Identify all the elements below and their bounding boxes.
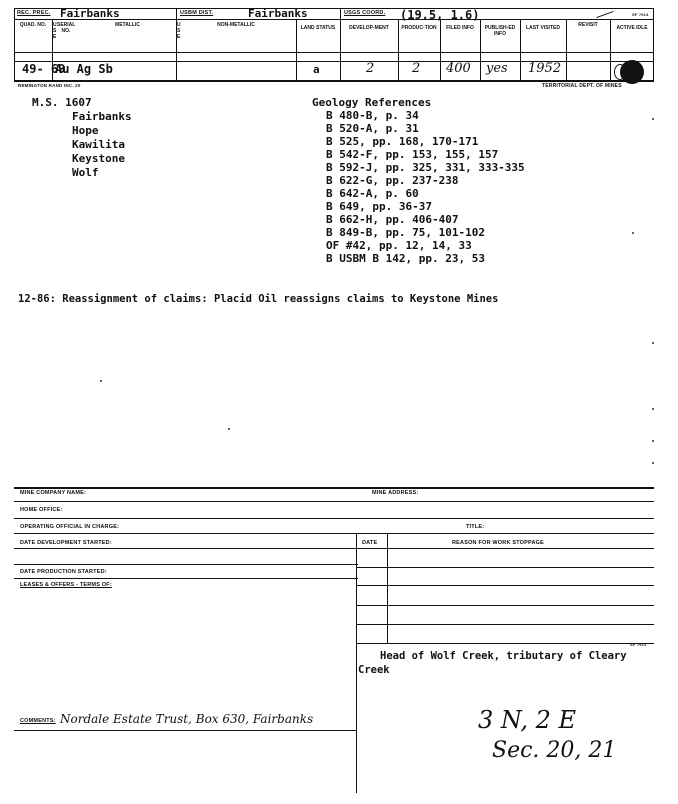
operating-official-label: OPERATING OFFICIAL IN CHARGE: xyxy=(20,524,120,530)
claim-name: Keystone xyxy=(72,152,125,165)
claim-name: Wolf xyxy=(72,166,99,179)
last-visited-label: LAST VISITED xyxy=(526,25,560,31)
survey-number: M.S. 1607 xyxy=(32,96,92,109)
filed-info-value: 400 xyxy=(446,61,471,76)
leases-label: LEASES & OFFERS - TERMS OF: xyxy=(20,582,112,588)
metallic-label: METALLIC xyxy=(115,22,140,28)
geology-ref: B 662-H, pp. 406-407 xyxy=(326,213,459,226)
rule xyxy=(14,533,654,534)
speck xyxy=(228,428,230,430)
rule xyxy=(356,548,654,549)
rule xyxy=(14,578,358,579)
rule xyxy=(14,548,358,549)
geology-ref: B 649, pp. 36-37 xyxy=(326,200,432,213)
quad-value: 49- 69 xyxy=(22,62,66,76)
active-idle-label: ACTIVE IDLE xyxy=(616,25,648,31)
land-status-value: a xyxy=(313,63,320,76)
speck xyxy=(652,440,654,442)
rule xyxy=(440,19,441,80)
geology-ref: B 622-G, pp. 237-238 xyxy=(326,174,459,187)
usbm-dist-value: Fairbanks xyxy=(248,7,308,20)
rule xyxy=(520,19,521,80)
develop-value: 2 xyxy=(366,61,375,76)
claim-name: Kawilita xyxy=(72,138,125,151)
rule xyxy=(653,8,654,82)
usgs-coord-label: USGS COORD. xyxy=(344,10,386,16)
stoppage-column-label: REASON FOR WORK STOPPAGE xyxy=(452,540,544,546)
rule xyxy=(14,518,654,519)
rule xyxy=(14,564,358,565)
rule xyxy=(356,643,357,793)
rule xyxy=(356,567,654,568)
serial-no-label: SERIAL NO. xyxy=(57,22,76,34)
geology-ref: OF #42, pp. 12, 14, 33 xyxy=(326,239,472,252)
date-column-label: DATE xyxy=(362,540,378,546)
geology-ref: B 520-A, p. 31 xyxy=(326,122,419,135)
rule xyxy=(14,52,654,53)
land-status-label: LAND STATUS xyxy=(300,25,336,31)
rule xyxy=(14,730,356,731)
comments-label: COMMENTS: xyxy=(20,718,56,724)
mine-company-label: MINE COMPANY NAME: xyxy=(20,490,87,496)
speck xyxy=(652,342,654,344)
comments-value: Nordale Estate Trust, Box 630, Fairbanks xyxy=(60,712,314,726)
form-number: SF 7914 xyxy=(632,12,649,17)
non-metallic-label: NON-METALLIC xyxy=(217,22,255,28)
rule xyxy=(14,501,654,502)
geology-ref: B 592-J, pp. 325, 331, 333-335 xyxy=(326,161,525,174)
rule xyxy=(356,643,654,644)
section-numbers: Sec. 20, 21 xyxy=(492,738,617,763)
u-marker: U S E xyxy=(53,22,57,40)
rule xyxy=(176,8,177,82)
rule xyxy=(14,80,654,82)
speck xyxy=(632,232,634,234)
revisit-label: REVISIT xyxy=(578,22,598,28)
township-range: 3 N, 2 E xyxy=(478,706,577,734)
speck xyxy=(652,118,654,120)
develop-label: DEVELOP-MENT xyxy=(349,25,389,31)
geology-ref: B 642-A, p. 60 xyxy=(326,187,419,200)
filed-info-label: FILED INFO xyxy=(446,25,474,31)
rule xyxy=(14,487,654,489)
rec-prec-label: REC. PREC. xyxy=(17,10,51,16)
speck xyxy=(652,462,654,464)
usbm-dist-label: USBM DIST. xyxy=(180,10,214,16)
form-number-lower: SF 7915 xyxy=(630,642,647,647)
date-development-label: DATE DEVELOPMENT STARTED: xyxy=(20,540,112,546)
rule xyxy=(566,19,567,80)
rule xyxy=(387,533,388,643)
geology-ref: B 849-B, pp. 75, 101-102 xyxy=(326,226,485,239)
rule xyxy=(296,19,297,80)
metallic-value: Au Ag Sb xyxy=(55,62,113,76)
geology-title: Geology References xyxy=(312,96,432,109)
geology-ref: B USBM B 142, pp. 23, 53 xyxy=(326,252,485,265)
rule xyxy=(356,533,357,643)
territorial-label: TERRITORIAL DEPT. OF MINES xyxy=(542,83,622,89)
geology-references xyxy=(312,96,612,276)
circle-mark-icon xyxy=(614,64,626,80)
usgs-coord-value: (19.5, 1.6) xyxy=(400,8,480,22)
geology-ref: B 542-F, pp. 153, 155, 157 xyxy=(326,148,499,161)
title-label: TITLE: xyxy=(466,524,485,530)
date-production-label: DATE PRODUCTION STARTED: xyxy=(20,569,107,575)
pen-mark xyxy=(596,11,613,18)
printer-label: REMINGTON RAND INC. 20 xyxy=(18,83,81,88)
last-visited-value: 1952 xyxy=(528,61,562,76)
claim-name: Hope xyxy=(72,124,99,137)
speck xyxy=(100,380,102,382)
reassignment-note: 12-86: Reassignment of claims: Placid Oil reassigns claims to Keystone Mines xyxy=(18,293,499,305)
speck xyxy=(652,408,654,410)
published-info-value: yes xyxy=(486,61,508,76)
u-marker: U S E xyxy=(177,22,181,40)
geology-ref: B 525, pp. 168, 170-171 xyxy=(326,135,479,148)
rule xyxy=(480,19,481,80)
claim-name: Fairbanks xyxy=(72,110,132,123)
rule xyxy=(356,624,654,625)
production-value: 2 xyxy=(412,61,421,76)
geology-ref: B 480-B, p. 34 xyxy=(326,109,419,122)
location-text-line2: Creek xyxy=(358,664,390,676)
rule xyxy=(610,19,611,80)
rule xyxy=(398,19,399,80)
production-label: PRODUC-TION xyxy=(401,25,437,31)
rule xyxy=(356,585,654,586)
rule xyxy=(340,8,341,82)
rec-prec-value: Fairbanks xyxy=(60,7,120,20)
location-text-line1: Head of Wolf Creek, tributary of Cleary xyxy=(380,650,627,662)
rule xyxy=(356,605,654,606)
rule xyxy=(14,8,15,82)
quad-no-label: QUAD. NO. xyxy=(19,22,47,28)
published-info-label: PUBLISH-ED INFO xyxy=(484,25,516,37)
home-office-label: HOME OFFICE: xyxy=(20,507,63,513)
mine-address-label: MINE ADDRESS: xyxy=(372,490,419,496)
